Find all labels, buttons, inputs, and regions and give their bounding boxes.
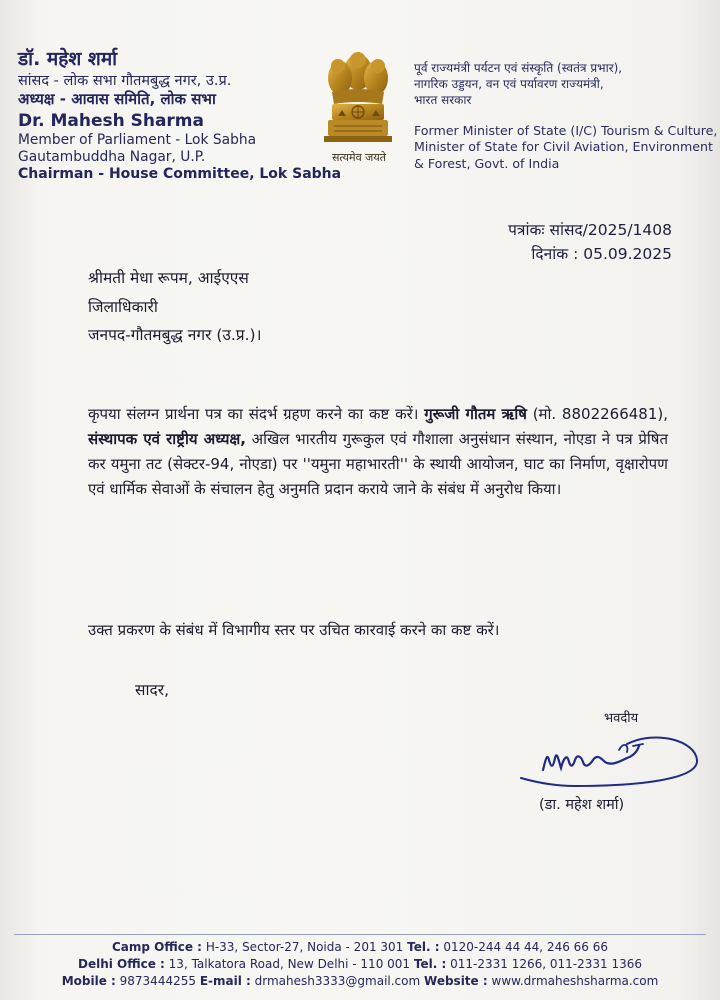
english-mp-line: Member of Parliament - Lok Sabha bbox=[18, 131, 257, 148]
footer-divider bbox=[14, 934, 706, 935]
body-text-a: कृपया संलग्न प्रार्थना पत्र का संदर्भ ग्रहण करने का कष्ट करें। bbox=[88, 405, 425, 423]
english-chair-line: Chairman - House Committee, Lok Sabha bbox=[18, 166, 342, 183]
reference-number: पत्रांकः सांसद/2025/1408 bbox=[508, 221, 672, 239]
hindi-chair-line: अध्यक्ष - आवास समिति, लोक सभा bbox=[18, 89, 216, 108]
english-former-line-1: Former Minister of State (I/C) Tourism & Culture, bbox=[414, 122, 718, 138]
closing-text: भवदीय bbox=[604, 711, 639, 726]
salutation: सादर, bbox=[135, 681, 169, 699]
hindi-former-line-2: नागरिक उड्डयन, वन एवं पर्यावरण राज्यमंत्री, bbox=[414, 77, 604, 92]
website-label: Website : bbox=[424, 974, 488, 988]
hindi-name: डॉ. महेश शर्मा bbox=[18, 48, 118, 70]
delhi-tel-number: 011-2331 1266, 011-2331 1366 bbox=[450, 957, 642, 971]
email-label: E-mail : bbox=[199, 974, 251, 988]
body-text-e: अखिल भारतीय गुरूकुल एवं गौशाला अनुसंधान संस्थान, नोएडा ने पत्र प्रेषित कर यमुना तट (सेक्टर-94, नोएडा) पर ''यमुना महाभारती'' के स्थायी आयोजन, घाट का निर्माण, वृक्षारोपण एवं धार्मिक सेवाओं के संचालन हेतु अनुमति प्रदान कराये जाने के संबंध में अनुरोध किया। bbox=[88, 430, 668, 499]
addressee-designation: जिलाधिकारी bbox=[88, 297, 158, 316]
camp-office-address: H-33, Sector-27, Noida - 201 301 bbox=[205, 940, 404, 954]
body-founder-title: संस्थापक एवं राष्ट्रीय अध्यक्ष, bbox=[88, 430, 246, 449]
delhi-office-address: 13, Talkatora Road, New Delhi - 110 001 bbox=[168, 957, 411, 971]
addressee-block bbox=[88, 264, 261, 350]
english-constituency-line: Gautambuddha Nagar, U.P. bbox=[18, 149, 206, 166]
addressee-name: श्रीमती मेधा रूपम, आईएएस bbox=[88, 269, 249, 287]
national-emblem-icon bbox=[318, 42, 398, 167]
mobile-number: 9873444255 bbox=[119, 974, 196, 988]
body-paragraph-1 bbox=[88, 402, 668, 502]
camp-office-label: Camp Office : bbox=[111, 940, 202, 954]
delhi-tel-label: Tel. : bbox=[413, 957, 447, 971]
website-url[interactable]: www.drmaheshsharma.com bbox=[491, 974, 659, 988]
letterhead-right bbox=[414, 60, 717, 172]
letterhead-left bbox=[18, 48, 341, 184]
mobile-label: Mobile : bbox=[61, 974, 116, 988]
emblem-motto: सत्यमेव जयते bbox=[331, 151, 386, 164]
camp-tel-number: 0120-244 44 44, 246 66 66 bbox=[443, 940, 609, 954]
footer-delhi-office bbox=[0, 957, 720, 971]
english-former-line-3: & Forest, Govt. of India bbox=[414, 155, 560, 171]
footer-contact bbox=[0, 974, 720, 988]
hindi-former-line-3: भारत सरकार bbox=[414, 93, 472, 108]
english-former-line-2: Minister of State for Civil Aviation, Environment bbox=[414, 139, 713, 155]
hindi-former-line-1: पूर्व राज्यमंत्री पर्यटन एवं संस्कृति (स्वतंत्र प्रभार), bbox=[414, 61, 623, 75]
body-text-c: (मो. 8802266481), bbox=[526, 405, 668, 423]
body-paragraph-2: उक्त प्रकरण के संबंध में विभागीय स्तर पर उचित कारवाई करने का कष्ट करें। bbox=[88, 621, 500, 639]
hindi-mp-line: सांसद - लोक सभा गौतमबुद्ध नगर, उ.प्र. bbox=[18, 72, 232, 89]
addressee-district: जनपद-गौतमबुद्ध नगर (उ.प्र.)। bbox=[88, 326, 262, 345]
english-name: Dr. Mahesh Sharma bbox=[18, 110, 204, 131]
reference-block bbox=[508, 218, 672, 266]
letter-date: दिनांक : 05.09.2025 bbox=[531, 245, 672, 264]
body-guruji-name: गुरूजी गौतम ऋषि bbox=[424, 405, 527, 423]
handwritten-signature bbox=[515, 722, 705, 802]
email-address[interactable]: drmahesh3333@gmail.com bbox=[254, 974, 421, 988]
signatory-name: (डा. महेश शर्मा) bbox=[539, 797, 625, 813]
delhi-office-label: Delhi Office : bbox=[77, 957, 165, 971]
footer-camp-office bbox=[0, 940, 720, 954]
camp-tel-label: Tel. : bbox=[407, 940, 440, 954]
